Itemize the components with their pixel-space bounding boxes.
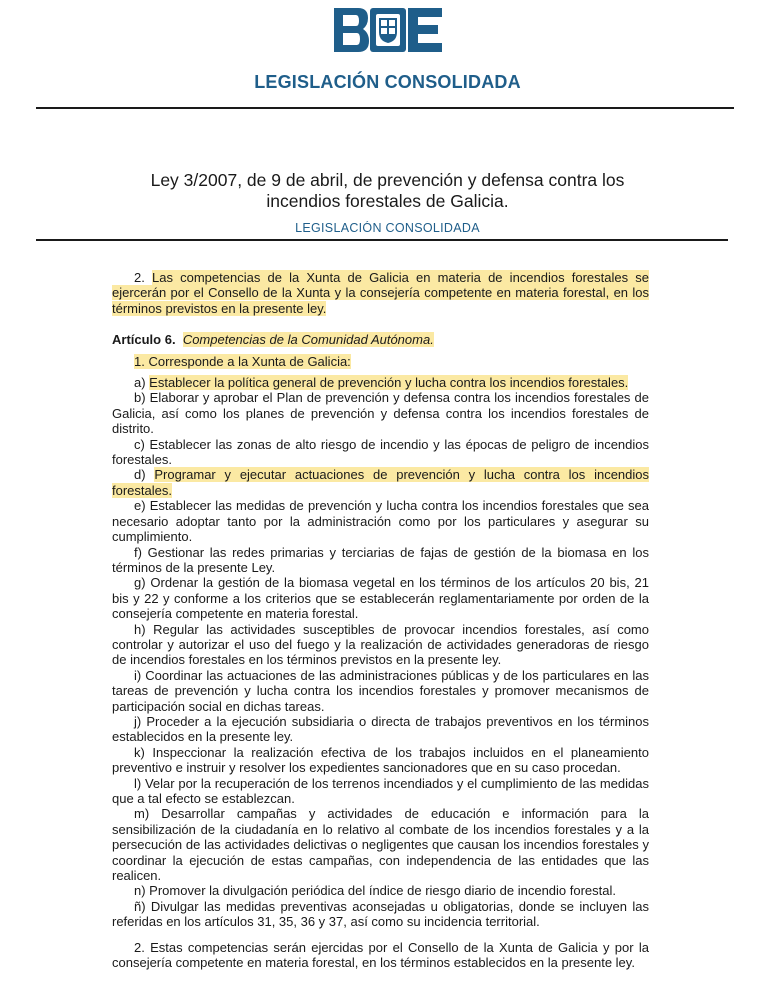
list-item-m: m) Desarrollar campañas y actividades de educación e información para la sensibilización de la ciudadanía en lo relativo al combate de los incendios forestales y a la persecución de las actividades delictivas o negligentes que causan los incendios forestales y coordinar la ejecución de estas campañas, con independencia de las entidades que las realicen. <box>112 806 649 884</box>
list-item-g: g) Ordenar la gestión de la biomasa vegetal en los términos de los artículos 20 bis, 21 bis y 22 y conforme a los criterios que se establecerán reglamentariamente por orden de la consejería competente en materia forestal. <box>112 575 649 622</box>
list-item-e: e) Establecer las medidas de prevención y lucha contra los incendios forestales que sea necesario adoptar tanto por la administración como por los particulares y asegurar su cumplimiento. <box>112 498 649 545</box>
list-item-l: l) Velar por la recuperación de los terrenos incendiados y el cumplimiento de las medidas que a tal efecto se establezcan. <box>112 775 649 806</box>
article-heading <box>112 332 649 347</box>
page-header-title: LEGISLACIÓN CONSOLIDADA <box>254 72 521 92</box>
article-label: Artículo 6. <box>112 332 176 348</box>
document-body <box>112 270 649 970</box>
subheader-divider <box>36 239 728 241</box>
list-item-a <box>112 375 649 390</box>
header-divider <box>36 107 734 109</box>
list-item-d <box>112 467 649 498</box>
list-item-c: c) Establecer las zonas de alto riesgo de incendio y las épocas de peligro de incendios forestales. <box>112 436 649 468</box>
item-letter: a) <box>134 375 150 391</box>
paragraph-1 <box>112 354 649 369</box>
list-item-j: j) Proceder a la ejecución subsidiaria o directa de trabajos preventivos en los términos establecidos en la presente ley. <box>112 713 649 745</box>
highlighted-text: Las competencias de la Xunta de Galicia en materia de incendios forestales se ejercerán por el Consello de la Xunta y la consejería competente en materia forestal, en los términos previstos en la presente ley. <box>112 270 649 316</box>
article-title: Competencias de la Comunidad Autónoma. <box>182 332 434 348</box>
highlighted-text: 1. Corresponde a la Xunta de Galicia: <box>134 353 351 369</box>
paragraph-competencias <box>112 270 649 316</box>
list-item-h: h) Regular las actividades susceptibles de provocar incendios forestales, así como controlar y autorizar el uso del fuego y la realización de actividades generadoras de riesgo de incendios forestales en los términos previstos en la presente ley. <box>112 621 649 668</box>
list-item-enye: ñ) Divulgar las medidas preventivas aconsejadas u obligatorias, donde se incluyen las referidas en los artículos 31, 35, 36 y 37, así como su incidencia territorial. <box>112 898 649 930</box>
document-subheader: LEGISLACIÓN CONSOLIDADA <box>295 221 480 232</box>
boe-logo <box>0 6 775 59</box>
item-letter: d) <box>134 467 155 483</box>
highlighted-text: Establecer la política general de prevención y lucha contra los incendios forestales. <box>149 375 629 391</box>
boe-logo-mark <box>332 6 444 54</box>
list-item-n: n) Promover la divulgación periódica del índice de riesgo diario de incendio forestal. <box>134 883 616 899</box>
paragraph-number: 2. <box>134 270 152 285</box>
highlighted-text: Programar y ejecutar actuaciones de prevención y lucha contra los incendios forestales. <box>112 467 649 498</box>
list-item-b: b) Elaborar y aprobar el Plan de prevención y defensa contra los incendios forestales de Galicia, así como los planes de prevención y defensa contra los incendios forestales de distrito. <box>112 390 649 437</box>
list-item-k: k) Inspeccionar la realización efectiva de los trabajos incluidos en el planeamiento preventivo e instruir y resolver los expedientes sancionadores que en su caso procedan. <box>112 744 649 776</box>
document-title: Ley 3/2007, de 9 de abril, de prevención y defensa contra los incendios forestales de Galicia. <box>150 170 625 211</box>
paragraph-2: 2. Estas competencias serán ejercidas por el Consello de la Xunta de Galicia y por la consejería competente en materia forestal, en los términos establecidos en la presente ley. <box>112 939 649 971</box>
list-item-i: i) Coordinar las actuaciones de las administraciones públicas y de los particulares en las tareas de prevención y lucha contra los incendios forestales y promover mecanismos de participación social en dichas tareas. <box>112 667 649 714</box>
list-item-f: f) Gestionar las redes primarias y terciarias de fajas de gestión de la biomasa en los términos de la presente Ley. <box>112 544 649 575</box>
